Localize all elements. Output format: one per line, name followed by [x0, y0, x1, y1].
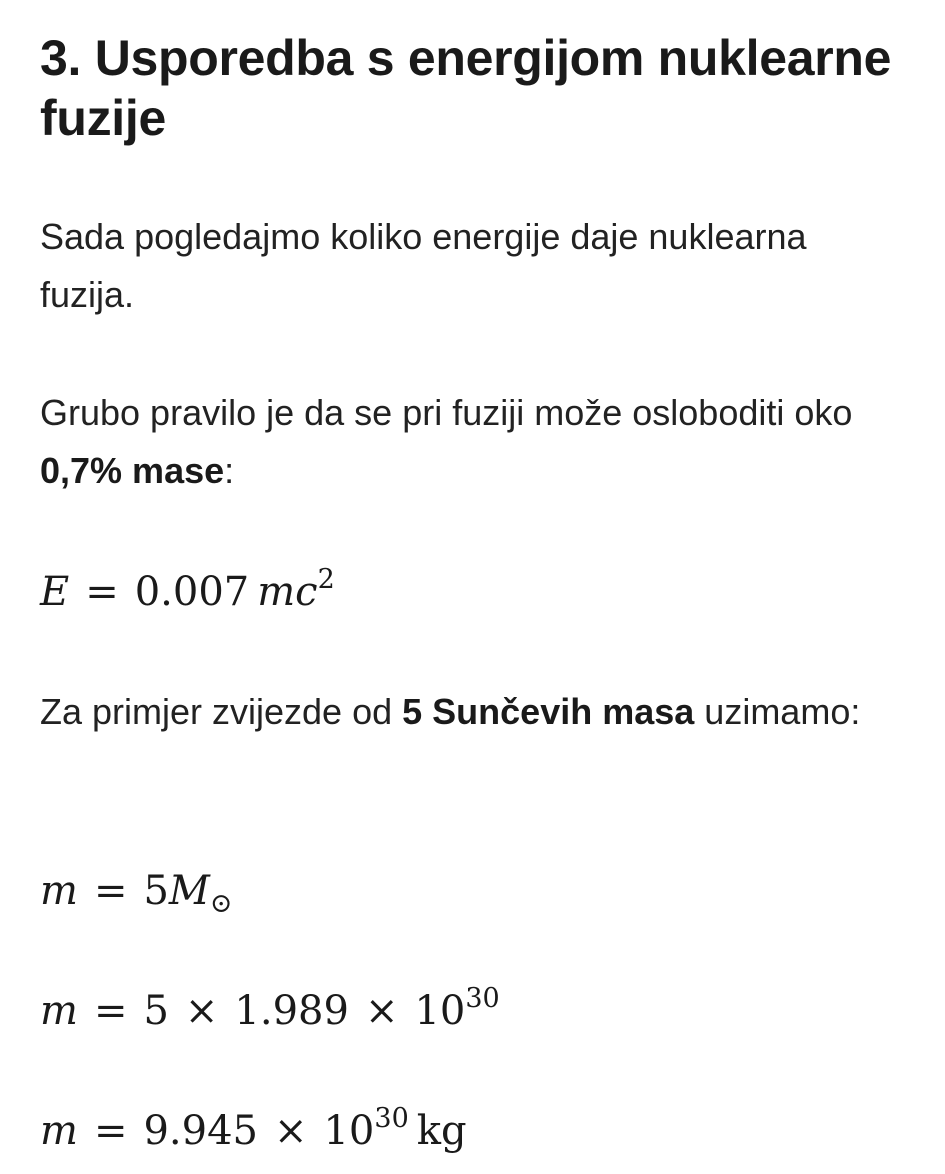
example-text-end: uzimamo: [694, 691, 861, 732]
equals-sign: = [85, 569, 119, 615]
solar-mass-value: 1.989 [234, 988, 349, 1034]
power-base: 10 [414, 988, 466, 1034]
mass-symbol: m [40, 868, 78, 914]
mass-symbol: m [257, 569, 296, 615]
example-text-start: Za primjer zvijezde od [40, 691, 403, 732]
mass-product-equation [40, 983, 500, 1036]
times-sign: × [364, 988, 399, 1034]
equals-sign: = [93, 868, 128, 914]
mass-fraction-bold: 0,7% mase [40, 450, 225, 491]
solar-mass-symbol: M [168, 868, 210, 914]
rule-text-start: Grubo pravilo je da se pri fuziji može osloboditi oko [40, 392, 853, 433]
fusion-coefficient: 0.007 [134, 569, 250, 615]
equals-sign: = [93, 1108, 128, 1154]
solar-masses-bold: 5 Sunčevih masa [402, 691, 695, 732]
light-speed-symbol: c [295, 569, 318, 615]
section-heading: 3. Usporedba s energijom nuklearne fuzije [40, 30, 892, 146]
mass-symbol: m [40, 1108, 78, 1154]
sun-symbol-icon: ⊙ [209, 888, 233, 919]
square-exponent: 2 [317, 564, 335, 595]
mass-result-equation [40, 1103, 467, 1156]
solar-mass-count: 5 [143, 868, 169, 914]
mass-result-value: 9.945 [143, 1108, 258, 1154]
times-sign: × [184, 988, 219, 1034]
example-paragraph [40, 683, 910, 741]
power-exponent: 30 [374, 1103, 409, 1134]
intro-paragraph: Sada pogledajmo koliko energije daje nuklearna fuzija. [40, 216, 807, 315]
power-base: 10 [323, 1108, 375, 1154]
energy-symbol: E [40, 569, 70, 615]
rule-text-end: : [224, 450, 235, 491]
rule-paragraph [40, 384, 910, 500]
power-exponent: 30 [465, 983, 500, 1014]
times-sign: × [273, 1108, 308, 1154]
equals-sign: = [93, 988, 128, 1034]
factor-five: 5 [143, 988, 169, 1034]
fusion-energy-equation [40, 564, 335, 617]
mass-unit: kg [416, 1108, 467, 1154]
mass-symbol: m [40, 988, 78, 1034]
mass-solar-equation [40, 866, 233, 919]
